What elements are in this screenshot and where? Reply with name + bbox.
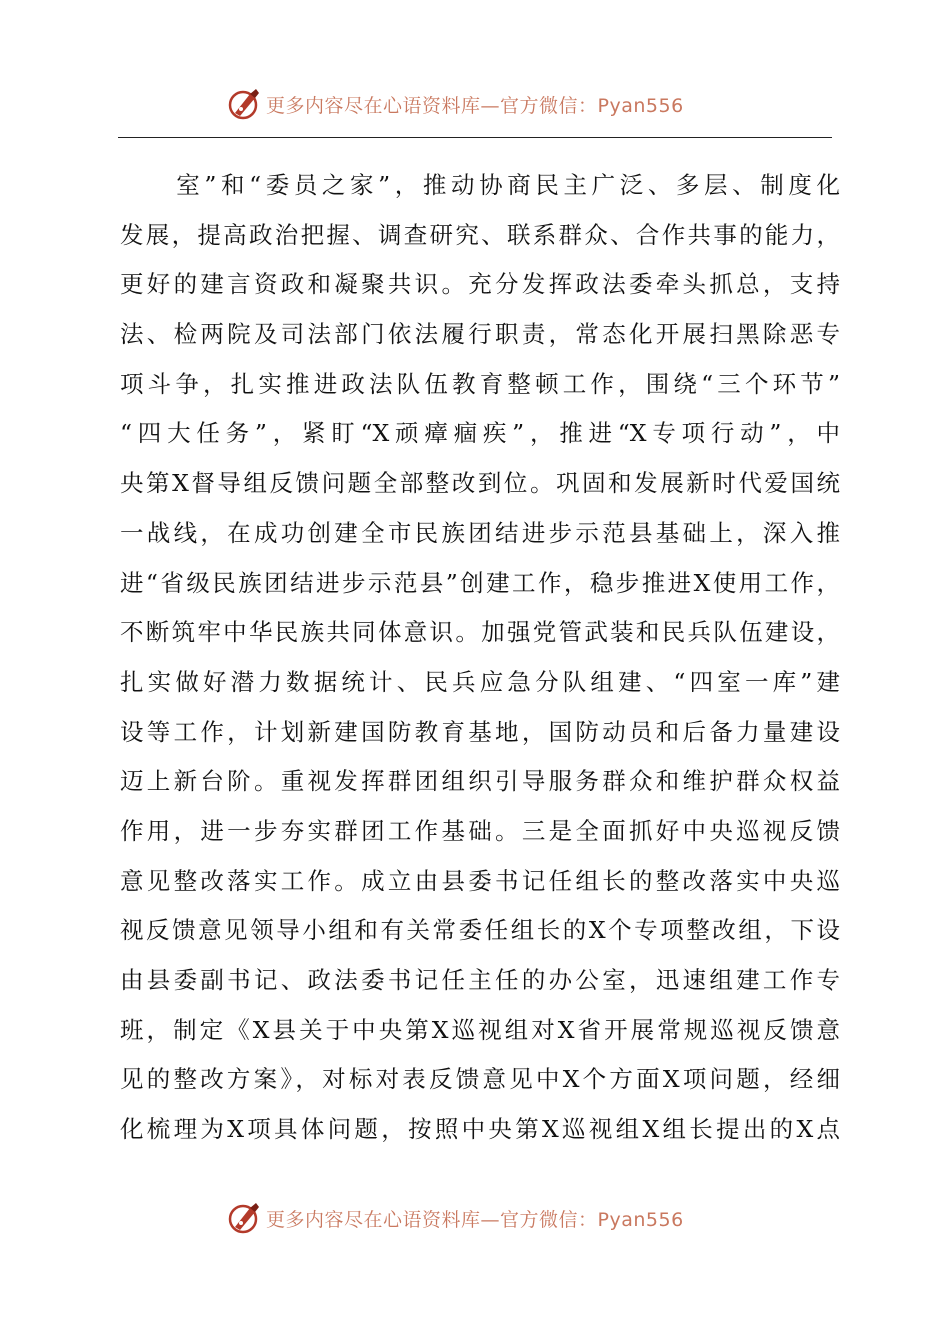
body-line: 扎实做好潜力数据统计、民兵应急分队组建、“四室一库”建 bbox=[120, 667, 840, 696]
body-line: “四大任务”，紧盯“X顽瘴痼疾”，推进“X专项行动”，中 bbox=[120, 419, 840, 448]
banner-title: 更多内容尽在心语资料库—官方微信： bbox=[266, 1208, 598, 1231]
body-line: 央第X督导组反馈问题全部整改到位。巩固和发展新时代爱国统 bbox=[120, 469, 840, 498]
body-line: 见的整改方案》，对标对表反馈意见中X个方面X项问题，经细 bbox=[120, 1065, 840, 1094]
body-line: 项斗争，扎实推进政法队伍教育整顿工作，围绕“三个环节” bbox=[120, 369, 840, 398]
banner-title: 更多内容尽在心语资料库—官方微信： bbox=[266, 94, 598, 117]
body-line: 发展，提高政治把握、调查研究、联系群众、合作共事的能力， bbox=[120, 220, 840, 249]
document-body bbox=[120, 161, 840, 1155]
body-line: 一战线，在成功创建全市民族团结进步示范县基础上，深入推 bbox=[120, 518, 840, 547]
body-line: 设等工作，计划新建国防教育基地，国防动员和后备力量建设 bbox=[120, 717, 840, 746]
body-line: 化梳理为X项具体问题，按照中央第X巡视组X组长提出的X点 bbox=[120, 1115, 840, 1144]
footer-banner bbox=[0, 1198, 950, 1238]
body-line: 法、检两院及司法部门依法履行职责，常态化开展扫黑除恶专 bbox=[120, 320, 840, 349]
body-line: 视反馈意见领导小组和有关常委任组长的X个专项整改组，下设 bbox=[120, 916, 840, 945]
banner-text bbox=[266, 91, 684, 118]
header-divider bbox=[118, 137, 832, 138]
body-line: 更好的建言资政和凝聚共识。充分发挥政法委牵头抓总，支持 bbox=[120, 270, 840, 299]
pen-logo-icon bbox=[226, 86, 262, 122]
body-line: 迈上新台阶。重视发挥群团组织引导服务群众和维护群众权益 bbox=[120, 767, 840, 796]
body-line: 意见整改落实工作。成立由县委书记任组长的整改落实中央巡 bbox=[120, 866, 840, 895]
body-line: 不断筑牢中华民族共同体意识。加强党管武装和民兵队伍建设， bbox=[120, 618, 840, 647]
body-line: 进“省级民族团结进步示范县”创建工作，稳步推进X使用工作， bbox=[120, 568, 840, 597]
body-line: 由县委副书记、政法委书记任主任的办公室，迅速组建工作专 bbox=[120, 966, 840, 994]
banner-text bbox=[266, 1205, 684, 1232]
banner-wechat-id: Pyan556 bbox=[597, 1208, 684, 1231]
body-line: 班，制定《X县关于中央第X巡视组对X省开展常规巡视反馈意 bbox=[120, 1015, 840, 1044]
body-line: 室”和“委员之家”，推动协商民主广泛、多层、制度化 bbox=[120, 171, 840, 199]
pen-logo-icon bbox=[226, 1200, 262, 1236]
body-line: 作用，进一步夯实群团工作基础。三是全面抓好中央巡视反馈 bbox=[120, 816, 840, 845]
header-banner bbox=[0, 84, 950, 124]
banner-wechat-id: Pyan556 bbox=[597, 94, 684, 117]
